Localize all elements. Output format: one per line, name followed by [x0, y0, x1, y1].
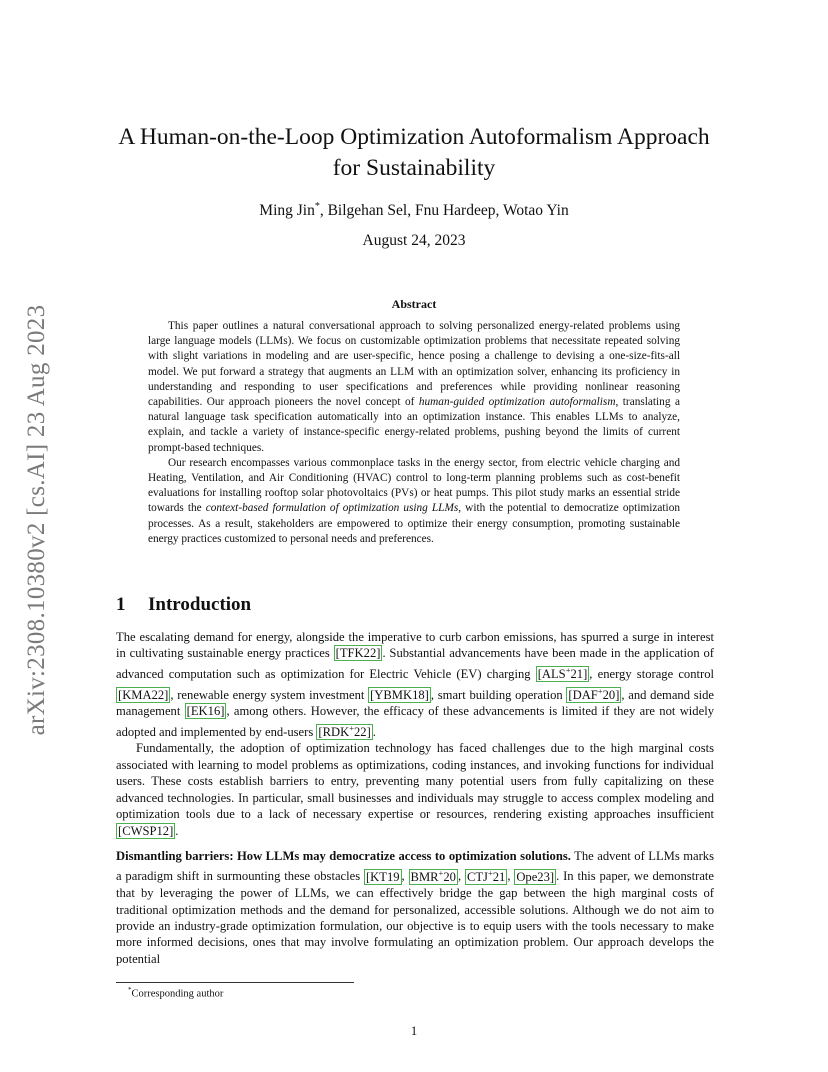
section-heading-introduction [116, 594, 251, 616]
page-number: 1 [410, 1024, 418, 1038]
citation-text: [ALS [537, 667, 566, 682]
citation-link[interactable] [566, 687, 621, 703]
body-paragraph [116, 848, 714, 967]
section-number: 1 [116, 594, 126, 615]
citation-link[interactable]: [YBMK18] [370, 687, 429, 702]
text-run: , [401, 869, 409, 884]
text-run: , [507, 869, 515, 884]
text-run: Our research encompasses various commonplace tasks in the energy sector, from electric vehicle charging and Heating, Ventilation, and Air Conditioning (HVAC) control to long-term planning problems such as cost-benefit evaluations for installing rooftop solar photovoltaics (PVs) or heat pumps. This pilot study marks an essential stride towards the [148, 456, 680, 515]
citation-text: [RDK [318, 724, 350, 739]
paper-title [100, 122, 728, 184]
footnote-divider [116, 982, 354, 983]
body-paragraph [116, 629, 714, 740]
text-run: , and demand side management [116, 687, 715, 719]
citation-superscript: + [597, 685, 603, 696]
citation-text: CTJ [466, 869, 488, 884]
citation-link[interactable]: Ope23] [516, 869, 555, 884]
citation-superscript: + [438, 867, 444, 878]
citation-link[interactable] [409, 869, 458, 885]
citation-text: [DAF [568, 687, 598, 702]
paper-title-line-1: A Human-on-the-Loop Optimization Autoformalism Approach [118, 124, 710, 150]
citation-link[interactable] [536, 666, 590, 682]
paper-title-line-2: for Sustainability [332, 155, 496, 181]
corresponding-author-mark: * [314, 201, 320, 212]
arxiv-identifier-stamp: arXiv:2308.10380v2 [cs.AI] 23 Aug 2023 [23, 304, 50, 736]
text-run: The escalating demand for energy, alongside the imperative to curb carbon emissions, has spurred a surge in interest in cultivating sustainable energy practices [116, 630, 714, 661]
text-run: . [175, 823, 179, 838]
text-run: , translating a natural language task specification automatically into an optimization instance. This enables LLMs to analyze, explain, and tackle a variety of instance-specific energy-related problems, pushing beyond the limits of current prompt-based techniques. [148, 396, 680, 454]
citation-text: 20] [602, 687, 620, 702]
text-run: . In this paper, we demonstrate that by leveraging the power of LLMs, we can effectively bridge the gap between the high marginal costs of traditional optimization methods and the demand for personalized, accessible solutions. Although we do not aim to provide an industry-grade optimization formulation, our objective is to equip users with the tools necessary to make more informed decisions, ones that may involve formulating an optimization problem. Our approach develops the potential [116, 869, 715, 966]
body-paragraph [116, 740, 714, 839]
citation-link[interactable]: [KMA22] [118, 687, 169, 702]
first-author: Ming Jin [259, 202, 315, 220]
footnote-text: Corresponding author [131, 988, 224, 1000]
text-run: Fundamentally, the adoption of optimization technology has faced challenges due to the high marginal costs associated with learning to model problems as optimizations, coding instances, and invoking functions for individual users. These costs establish barriers to entry, preventing many potential users from fully capitalizing on these advanced technologies. In particular, small businesses and individuals may struggle to access complex modeling and optimization tools due to a lack of necessary expertise or resources, rendering existing approaches insufficient [116, 741, 714, 822]
emphasis-text: human-guided optimization autoformalism [418, 396, 616, 409]
citation-text: 21] [570, 667, 588, 682]
citation-text: 20 [443, 869, 456, 884]
text-run: , [457, 869, 465, 884]
text-run: , renewable energy system investment [170, 687, 369, 702]
citation-text: BMR [410, 869, 439, 884]
footnote [128, 986, 223, 1000]
abstract-paragraph [148, 456, 680, 547]
emphasis-text: context-based formulation of optimization using LLMs [205, 502, 459, 515]
section-title: Introduction [148, 594, 252, 615]
citation-link[interactable] [465, 869, 507, 885]
paragraph-run-in-heading: Dismantling barriers: How LLMs may democratize access to optimization solutions. [116, 849, 571, 863]
other-authors: , Bilgehan Sel, Fnu Hardeep, Wotao Yin [319, 202, 569, 220]
author-list [100, 201, 728, 220]
citation-superscript: + [487, 867, 493, 878]
citation-superscript: + [349, 722, 354, 733]
introduction-body [116, 629, 714, 967]
abstract-body [148, 319, 680, 547]
citation-link[interactable]: [KT19 [365, 869, 400, 884]
text-run: , with the potential to democratize optimization processes. As a result, stakeholders are empowered to optimize their energy consumption, promoting sustainable energy practices customized to personal needs and preferences. [148, 502, 680, 545]
text-run: . Substantial advancements have been made in the application of advanced computation such as optimization for Electric Vehicle (EV) charging [116, 646, 714, 682]
text-run: , smart building operation [430, 687, 567, 702]
footnote-mark: * [128, 986, 132, 994]
text-run: The advent of LLMs marks a paradigm shift in surmounting these obstacles [116, 849, 714, 884]
citation-link[interactable]: [CWSP12] [118, 823, 174, 838]
abstract-heading: Abstract [391, 297, 437, 311]
citation-link[interactable]: [EK16] [186, 704, 225, 719]
text-run: , among others. However, the efficacy of these advancements is limited if they are not widely adopted and implemented by end-users [116, 704, 714, 739]
citation-text: 21 [492, 869, 506, 884]
abstract-paragraph [148, 319, 680, 456]
text-run: This paper outlines a natural conversational approach to solving personalized energy-related problems using large language models (LLMs). We focus on customizable optimization problems that necessitate repeated solving with slight variations in modeling and are user-specific, hence posing a challenge to devising a one-size-fits-all model. We put forward a strategy that augments an LLM with an optimization solver, enhancing its proficiency in understanding and responding to user specifications and preferences while providing nonlinear reasoning capabilities. Our approach pioneers the novel concept of [148, 320, 680, 409]
text-run: . [372, 724, 376, 739]
text-run: , energy storage control [589, 667, 714, 682]
publication-date: August 24, 2023 [362, 232, 466, 249]
citation-link[interactable]: [TFK22] [335, 646, 381, 661]
citation-superscript: + [565, 664, 571, 675]
citation-link[interactable] [316, 724, 372, 740]
citation-text: 22] [354, 724, 371, 739]
